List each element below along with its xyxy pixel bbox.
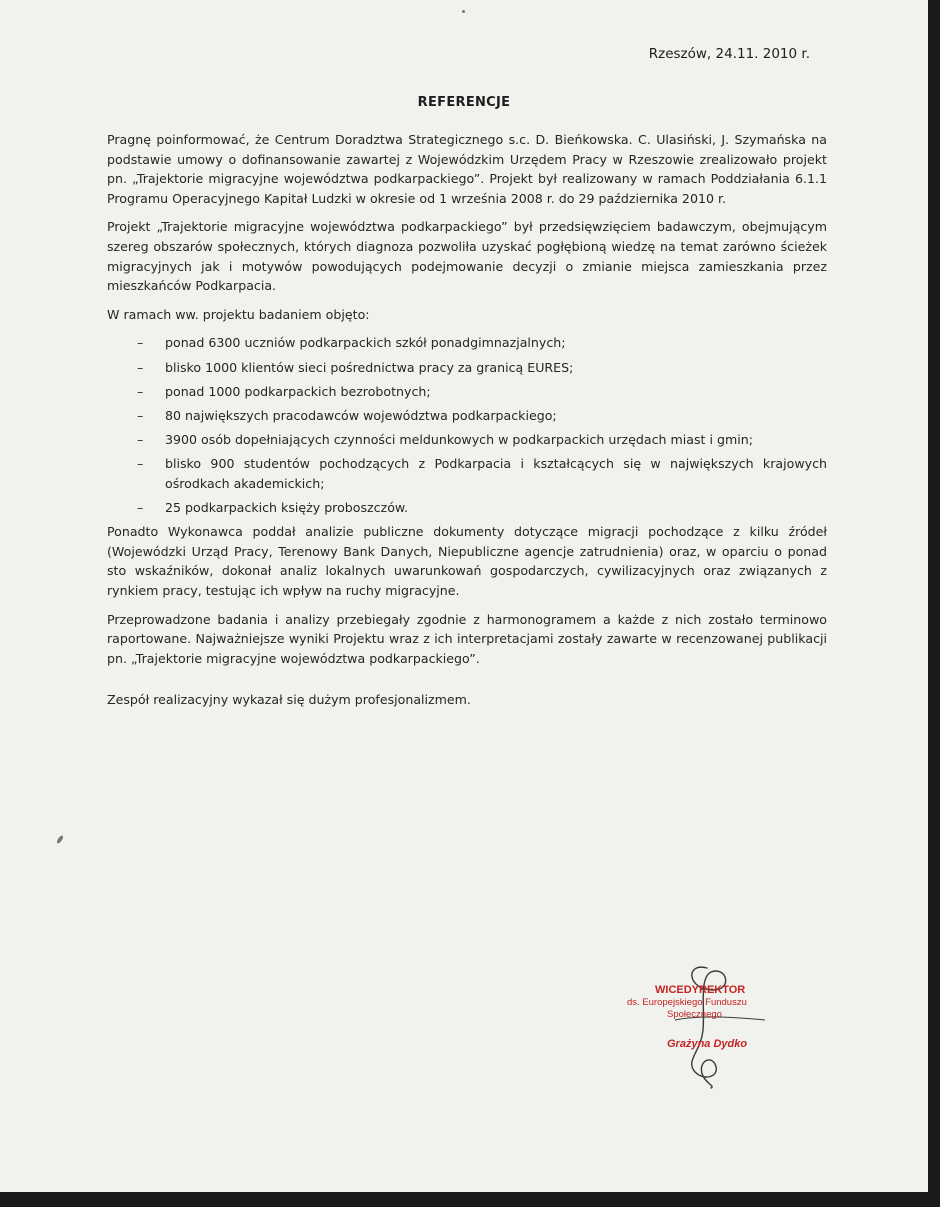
stamp-name: Grażyna Dydko bbox=[667, 1038, 748, 1050]
letter-date: Rzeszów, 24.11. 2010 r. bbox=[648, 46, 810, 62]
stamp-department-cont: Społecznego bbox=[667, 1009, 722, 1020]
paper-speck bbox=[462, 10, 465, 13]
bullet-dash: – bbox=[137, 335, 144, 351]
bullet-dash: – bbox=[137, 383, 144, 399]
bullet-dash: – bbox=[137, 432, 144, 448]
list-item-text: blisko 900 studentów pochodzących z Podkarpacia i kształcących się w największych krajowych ośrodkach akademickich; bbox=[165, 456, 827, 491]
paragraph-intro: Pragnę poinformować, że Centrum Doradztwa Strategicznego s.c. D. Bieńkowska. C. Ulasiński, J. Szymańska na podstawie umowy o dofinansowanie zawartej z Wojewódzkim Urzędem Pracy w Rzeszowie zrealizowało projekt pn. „Trajektorie migracyjne województwa podkarpackiego”. Projekt był realizowany w ramach Poddziałania 6.1.1 Programu Operacyjnego Kapitał Ludzki w okresie od 1 września 2008 r. do 29 października 2010 r. bbox=[107, 132, 827, 206]
paragraph-project: Projekt „Trajektorie migracyjne województwa podkarpackiego” był przedsięwzięciem badawczym, obejmującym szereg obszarów społecznych, których diagnoza pozwoliła uzyskać pogłębioną wiedzę na temat zarówno ścieżek migracyjnych jak i motywów powodujących podejmowanie decyzji o zmianie miejsca zamieszkania przez mieszkańców Podkarpacia. bbox=[107, 219, 827, 294]
list-item bbox=[107, 406, 827, 426]
paper-speck bbox=[56, 835, 64, 845]
list-item-text: 25 podkarpackich księży proboszczów. bbox=[165, 500, 409, 516]
bullet-dash: – bbox=[137, 500, 144, 516]
research-scope-list bbox=[107, 333, 827, 517]
bullet-dash: – bbox=[137, 456, 144, 472]
bullet-dash: – bbox=[137, 407, 144, 423]
list-item bbox=[107, 333, 827, 353]
bullet-dash: – bbox=[137, 359, 144, 375]
paragraph-results: Przeprowadzone badania i analizy przebiegały zgodnie z harmonogramem a każde z nich zostało terminowo raportowane. Najważniejsze wyniki Projektu wraz z ich interpretacjami zostały zawarte w recenzowanej publikacji pn. „Trajektorie migracyjne województwa podkarpackiego”. bbox=[107, 611, 827, 666]
list-item bbox=[107, 498, 827, 518]
list-item-text: ponad 1000 podkarpackich bezrobotnych; bbox=[165, 383, 431, 399]
list-item-text: blisko 1000 klientów sieci pośrednictwa pracy za granicą EURES; bbox=[165, 359, 574, 375]
list-item bbox=[107, 358, 827, 378]
stamp-title: WICEDYREKTOR bbox=[655, 984, 746, 996]
letter-title: REFERENCJE bbox=[417, 95, 511, 110]
list-item bbox=[107, 382, 827, 402]
paragraph-closing: Zespół realizacyjny wykazał się dużym profesjonalizmem. bbox=[107, 692, 471, 708]
list-item-text: 3900 osób dopełniających czynności meldunkowych w podkarpackich urzędach miast i gmin; bbox=[165, 432, 753, 448]
stamp-department: ds. Europejskiego Funduszu bbox=[627, 997, 747, 1008]
list-item bbox=[107, 454, 827, 493]
paragraph-analysis: Ponadto Wykonawca poddał analizie publiczne dokumenty dotyczące migracji pochodzące z kilku źródeł (Wojewódzki Urząd Pracy, Terenowy Bank Danych, Niepubliczne agencje zatrudnienia) oraz, w oparciu o ponad sto wskaźników, dokonał analiz lokalnych uwarunkowań gospodarczych, cywilizacyjnych oraz związanych z rynkiem pracy, testując ich wpływ na ruchy migracyjne. bbox=[107, 524, 827, 599]
letter-body bbox=[107, 130, 827, 719]
handwritten-signature-icon bbox=[615, 960, 825, 1090]
official-stamp bbox=[615, 960, 825, 1090]
paragraph-scope: W ramach ww. projektu badaniem objęto: bbox=[107, 306, 370, 322]
list-item-text: ponad 6300 uczniów podkarpackich szkół ponadgimnazjalnych; bbox=[165, 335, 566, 351]
list-item bbox=[107, 430, 827, 450]
list-item-text: 80 największych pracodawców województwa podkarpackiego; bbox=[165, 407, 557, 423]
